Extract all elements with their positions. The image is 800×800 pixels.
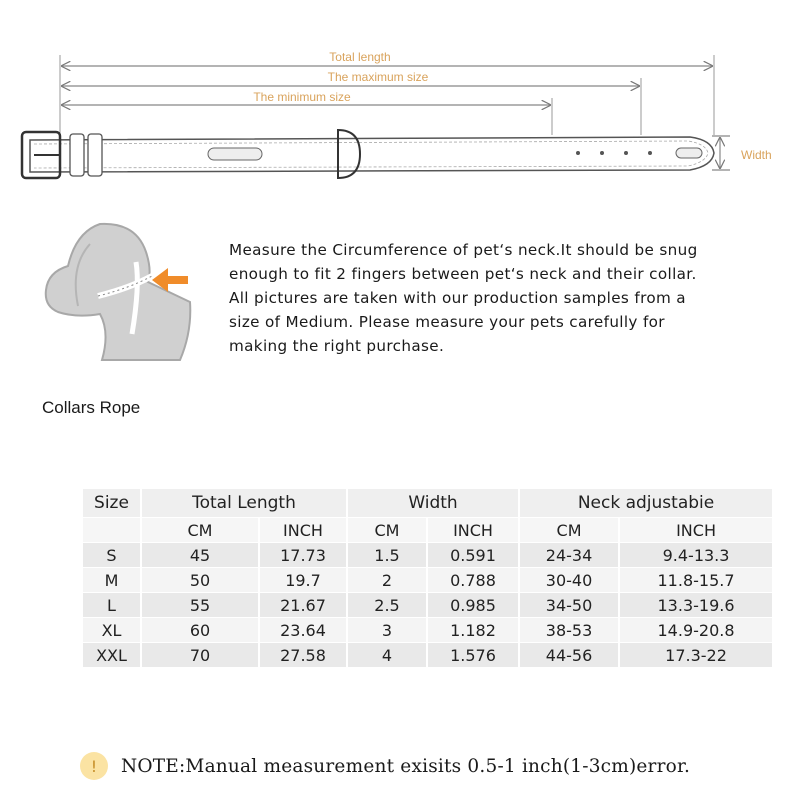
dog-neck-measure-icon [40, 222, 200, 362]
table-cell: XXL [83, 643, 141, 668]
table-cell: 2 [347, 568, 427, 593]
table-cell: 30-40 [519, 568, 619, 593]
table-cell: 55 [141, 593, 259, 618]
header-neck-adjustable: Neck adjustabie [519, 489, 773, 518]
table-cell: 38-53 [519, 618, 619, 643]
description-line: Measure the Circumference of pet‘s neck.It should be snug [229, 241, 698, 259]
table-cell: 14.9-20.8 [619, 618, 773, 643]
table-row [83, 618, 773, 643]
table-cell: 50 [141, 568, 259, 593]
collar-diagram [0, 0, 800, 200]
table-row [83, 593, 773, 618]
measurement-note [80, 748, 690, 784]
table-cell: 3 [347, 618, 427, 643]
table-cell: 0.788 [427, 568, 519, 593]
table-cell: XL [83, 618, 141, 643]
unit-header: CM [519, 518, 619, 543]
table-cell: S [83, 543, 141, 568]
table-cell: 60 [141, 618, 259, 643]
table-cell: 13.3-19.6 [619, 593, 773, 618]
table-cell: 70 [141, 643, 259, 668]
table-cell: 9.4-13.3 [619, 543, 773, 568]
product-caption: Collars Rope [42, 398, 141, 417]
table-cell: 19.7 [259, 568, 347, 593]
table-cell: 27.58 [259, 643, 347, 668]
table-cell: 11.8-15.7 [619, 568, 773, 593]
measuring-instructions [229, 238, 789, 358]
total-length-label: Total length [329, 50, 391, 64]
table-cell: 24-34 [519, 543, 619, 568]
table-row [83, 643, 773, 668]
table-cell: 1.5 [347, 543, 427, 568]
table-cell: 1.576 [427, 643, 519, 668]
width-label: Width [741, 148, 772, 162]
note-text: NOTE:Manual measurement exisits 0.5-1 inch(1-3cm)error. [121, 755, 691, 777]
table-cell: 21.67 [259, 593, 347, 618]
table-cell: 44-56 [519, 643, 619, 668]
description-line: enough to fit 2 fingers between pet‘s neck and their collar. [229, 265, 697, 283]
table-group-header-row [83, 489, 773, 518]
table-unit-header-row [83, 518, 773, 543]
table-cell: 45 [141, 543, 259, 568]
unit-header: CM [141, 518, 259, 543]
table-cell: 34-50 [519, 593, 619, 618]
header-total-length: Total Length [141, 489, 347, 518]
table-cell: 1.182 [427, 618, 519, 643]
unit-header: CM [347, 518, 427, 543]
table-cell: 23.64 [259, 618, 347, 643]
dimension-lines [60, 55, 714, 135]
table-cell: 2.5 [347, 593, 427, 618]
table-row [83, 568, 773, 593]
unit-header: INCH [259, 518, 347, 543]
description-line: size of Medium. Please measure your pets carefully for [229, 313, 665, 331]
header-width: Width [347, 489, 519, 518]
unit-header: INCH [427, 518, 519, 543]
table-cell: 0.591 [427, 543, 519, 568]
collar-strap [30, 134, 714, 176]
minimum-size-label: The minimum size [253, 90, 351, 104]
table-cell: 17.73 [259, 543, 347, 568]
unit-header-blank [83, 518, 141, 543]
table-cell: 17.3-22 [619, 643, 773, 668]
table-cell: 0.985 [427, 593, 519, 618]
size-chart-table [83, 489, 774, 668]
unit-header: INCH [619, 518, 773, 543]
header-size: Size [83, 489, 141, 518]
table-row [83, 543, 773, 568]
table-cell: M [83, 568, 141, 593]
maximum-size-label: The maximum size [327, 70, 429, 84]
table-cell: 4 [347, 643, 427, 668]
description-line: making the right purchase. [229, 337, 445, 355]
table-cell: L [83, 593, 141, 618]
description-line: All pictures are taken with our production samples from a [229, 289, 686, 307]
exclamation-icon: ! [80, 752, 108, 780]
